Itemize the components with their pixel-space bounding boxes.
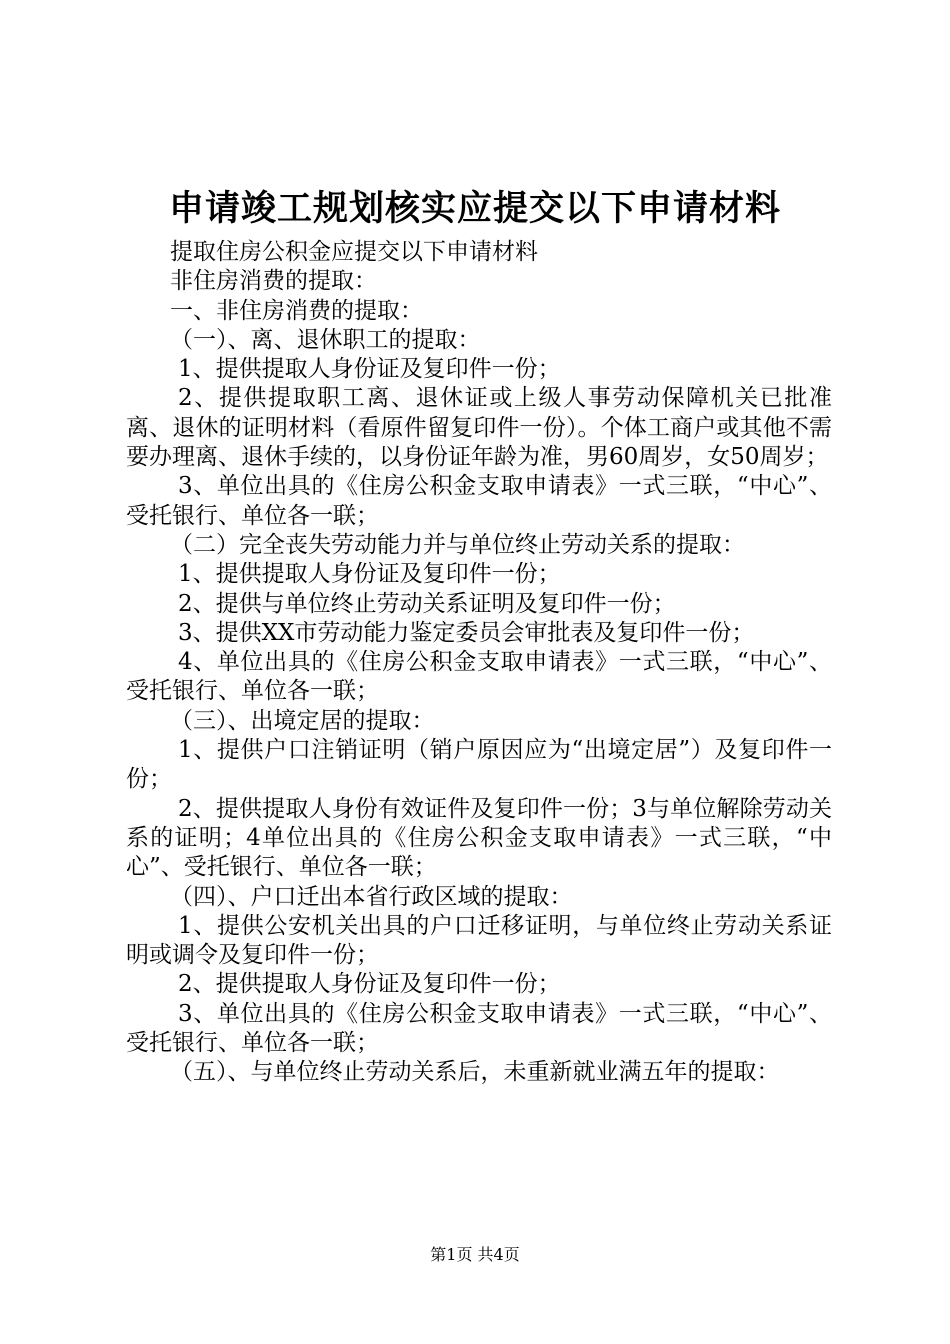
paragraph: 1、提供户口注销证明（销户原因应为“出境定居”）及复印件一份； (126, 737, 832, 793)
paragraph: （五）、与单位终止劳动关系后，未重新就业满五年的提取： (170, 1059, 780, 1086)
paragraph: 2、提供提取职工离、退休证或上级人事劳动保障机关已批准离、退休的证明材料（看原件留复印件一份）。个体工商户或其他不需要办理离、退休手续的，以身份证年龄为准，男60周岁，女50周岁； (126, 385, 832, 471)
document-body (126, 238, 832, 1088)
page-footer: 第1页 共4页 (430, 1245, 520, 1264)
paragraph: 4、单位出具的《住房公积金支取申请表》一式三联，“中心”、受托银行、单位各一联； (126, 649, 832, 705)
paragraph: 非住房消费的提取： (170, 268, 377, 295)
paragraph: 一、非住房消费的提取： (170, 297, 423, 324)
paragraph: 2、提供与单位终止劳动关系证明及复印件一份； (178, 590, 676, 617)
paragraph: 1、提供提取人身份证及复印件一份； (178, 561, 561, 588)
paragraph: （三）、出境定居的提取： (170, 707, 435, 734)
paragraph: （四）、户口迁出本省行政区域的提取： (170, 883, 573, 910)
paragraph: （二）完全丧失劳动能力并与单位终止劳动关系的提取： (170, 531, 745, 558)
paragraph: 3、提供XX市劳动能力鉴定委员会审批表及复印件一份； (178, 619, 755, 646)
paragraph: 2、提供提取人身份有效证件及复印件一份；3与单位解除劳动关系的证明；4单位出具的《住房公积金支取申请表》一式三联，“中心”、受托银行、单位各一联； (126, 795, 832, 881)
paragraph: 1、提供提取人身份证及复印件一份； (178, 356, 561, 383)
paragraph: 2、提供提取人身份证及复印件一份； (178, 971, 561, 998)
paragraph: 3、单位出具的《住房公积金支取申请表》一式三联，“中心”、受托银行、单位各一联； (126, 1000, 832, 1057)
paragraph: 提取住房公积金应提交以下申请材料 (170, 239, 538, 265)
paragraph: 3、单位出具的《住房公积金支取申请表》一式三联，“中心”、受托银行、单位各一联； (126, 473, 832, 529)
paragraph: 1、提供公安机关出具的户口迁移证明，与单位终止劳动关系证明或调令及复印件一份； (126, 912, 832, 969)
document-title: 申请竣工规划核实应提交以下申请材料 (168, 188, 781, 229)
paragraph: （一）、离、退休职工的提取： (170, 326, 481, 353)
